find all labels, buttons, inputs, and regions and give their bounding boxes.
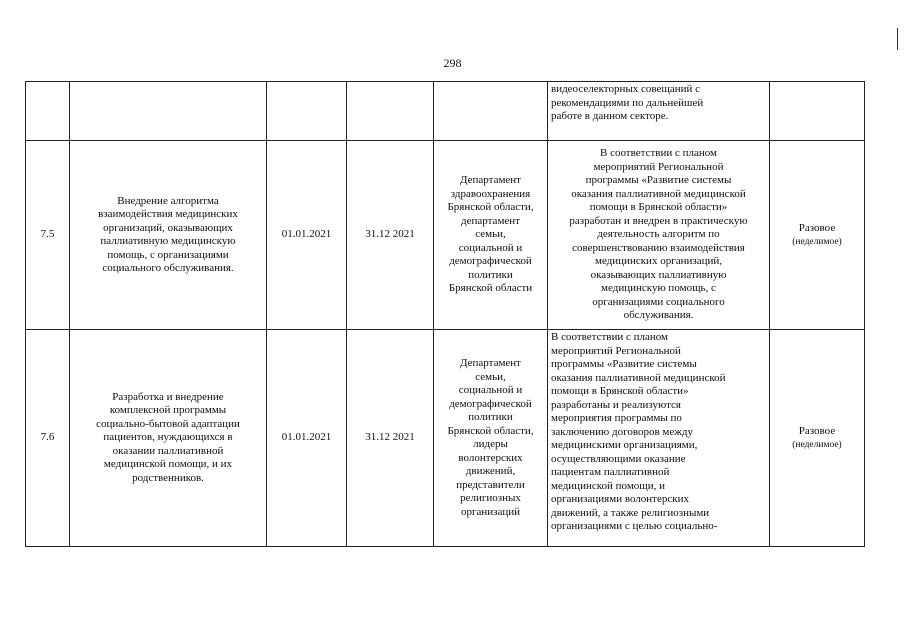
event-type-cell <box>770 330 865 547</box>
result-line: помощи в Брянской области» <box>589 201 728 214</box>
executor-line: организаций <box>460 505 521 518</box>
result-line: организациями волонтерских <box>551 493 689 505</box>
executor-line: демографической <box>449 397 532 410</box>
event-name-line: Внедрение алгоритма <box>117 194 219 207</box>
event-type-cell <box>770 141 865 330</box>
result-line: организациями социального <box>592 295 725 308</box>
result-line: организациями с целью социально- <box>551 520 718 532</box>
event-name-line: оказании паллиативной <box>112 444 224 457</box>
event-type-sublabel: (неделимое) <box>792 236 842 247</box>
end-date-cell: 31.12 2021 <box>347 141 434 330</box>
event-name-line: Разработка и внедрение <box>112 390 224 403</box>
event-name-line: пациентов, нуждающихся в <box>103 431 233 444</box>
executor-line: лидеры <box>473 438 508 450</box>
event-name-line: комплексной программы <box>109 404 227 417</box>
executor-line: Департамент <box>459 174 521 187</box>
result-line: мероприятий Региональной <box>593 160 724 173</box>
result-line: медицинскими организациями, <box>551 439 698 451</box>
result-line: оказывающих паллиативную <box>590 268 727 281</box>
row-number-cell: 7.6 <box>26 330 70 547</box>
result-line: заключению договоров между <box>551 425 693 438</box>
result-cell <box>548 330 770 547</box>
event-name-line: социального обслуживания. <box>102 262 234 274</box>
executor-line: семьи, <box>475 370 506 383</box>
table-row-7-5 <box>26 141 865 330</box>
result-line: оказания паллиативной медицинской <box>551 371 726 384</box>
executor-line: движений, <box>465 465 516 477</box>
result-line: В соответствии с планом <box>599 147 718 160</box>
event-name-line: помощь, с организациями <box>107 248 229 261</box>
executor-cell <box>434 141 548 330</box>
result-line: программы «Развитие системы <box>585 174 732 187</box>
event-name-cell <box>70 330 267 547</box>
margin-mark <box>897 28 898 50</box>
event-type-cell <box>770 82 865 141</box>
executor-line: политики <box>468 411 513 423</box>
result-line: помощи в Брянской области» <box>551 385 689 397</box>
result-line: деятельность алгоритм по <box>597 228 720 241</box>
event-name-line: организаций, оказывающих <box>103 221 233 234</box>
event-type-label: Разовое <box>798 222 836 235</box>
result-line: осуществляющими оказание <box>551 452 686 465</box>
result-line: медицинской помощи, и <box>551 479 666 492</box>
table-row-continuation <box>26 82 865 141</box>
executor-line: Департамент <box>459 357 521 369</box>
executor-cell <box>434 330 548 547</box>
start-date-cell: 01.01.2021 <box>267 330 347 547</box>
event-name-line: взаимодействия медицинских <box>98 208 238 220</box>
executor-line: политики <box>468 268 513 281</box>
table-row-7-6 <box>26 330 865 547</box>
result-line: мероприятия программы по <box>551 412 682 424</box>
start-date-cell: 01.01.2021 <box>267 141 347 330</box>
start-date-cell <box>267 82 347 141</box>
result-line: обслуживания. <box>623 309 694 322</box>
executor-line: департамент <box>461 214 520 227</box>
executor-line: Брянской области <box>448 282 533 295</box>
executor-cell <box>434 82 548 141</box>
end-date-cell <box>347 82 434 141</box>
executor-line: Брянской области, <box>447 201 534 214</box>
event-type-sublabel: (неделимое) <box>792 439 842 450</box>
event-name-cell <box>70 82 267 141</box>
event-name-line: родственников. <box>132 471 204 484</box>
event-name-line: паллиативную медицинскую <box>100 235 236 247</box>
event-name-cell <box>70 141 267 330</box>
result-line: разработан и внедрен в практическую <box>569 214 748 227</box>
result-line: пациентам паллиативной <box>551 466 670 478</box>
executor-line: Брянской области, <box>447 424 534 437</box>
result-line: оказания паллиативной медицинской <box>571 187 746 200</box>
row-number-cell: 7.5 <box>26 141 70 330</box>
event-name-line: медицинской помощи, и их <box>103 458 233 471</box>
result-line: медицинских организаций, <box>594 255 722 268</box>
result-line: совершенствованию взаимодействия <box>572 241 745 254</box>
row-number-cell <box>26 82 70 141</box>
result-line: В соответствии с планом <box>551 331 669 343</box>
executor-line: волонтерских <box>458 451 523 464</box>
executor-line: семьи, <box>475 228 506 241</box>
executor-line: представители <box>456 478 525 491</box>
executor-line: демографической <box>449 255 532 268</box>
executor-line: социальной и <box>458 241 523 254</box>
result-line: движений, а также религиозными <box>551 506 710 519</box>
events-table <box>25 81 865 547</box>
page-number: 298 <box>443 56 462 70</box>
executor-line: социальной и <box>458 384 523 396</box>
result-line: разработаны и реализуются <box>551 398 681 411</box>
result-cell <box>548 82 770 141</box>
result-cell <box>548 141 770 330</box>
event-type-label: Разовое <box>798 425 836 438</box>
result-line: медицинскую помощь, с <box>601 282 716 295</box>
event-name-line: социально-бытовой адаптации <box>96 417 240 430</box>
executor-line: здравоохранения <box>450 187 531 200</box>
end-date-cell: 31.12 2021 <box>347 330 434 547</box>
result-line: видеоселекторных совещаний с <box>551 83 701 95</box>
executor-line: религиозных <box>460 492 521 504</box>
result-line: работе в данном секторе. <box>551 110 669 122</box>
result-line: рекомендациями по дальнейшей <box>551 96 704 109</box>
result-line: программы «Развитие системы <box>551 358 697 370</box>
result-line: мероприятий Региональной <box>551 344 681 357</box>
